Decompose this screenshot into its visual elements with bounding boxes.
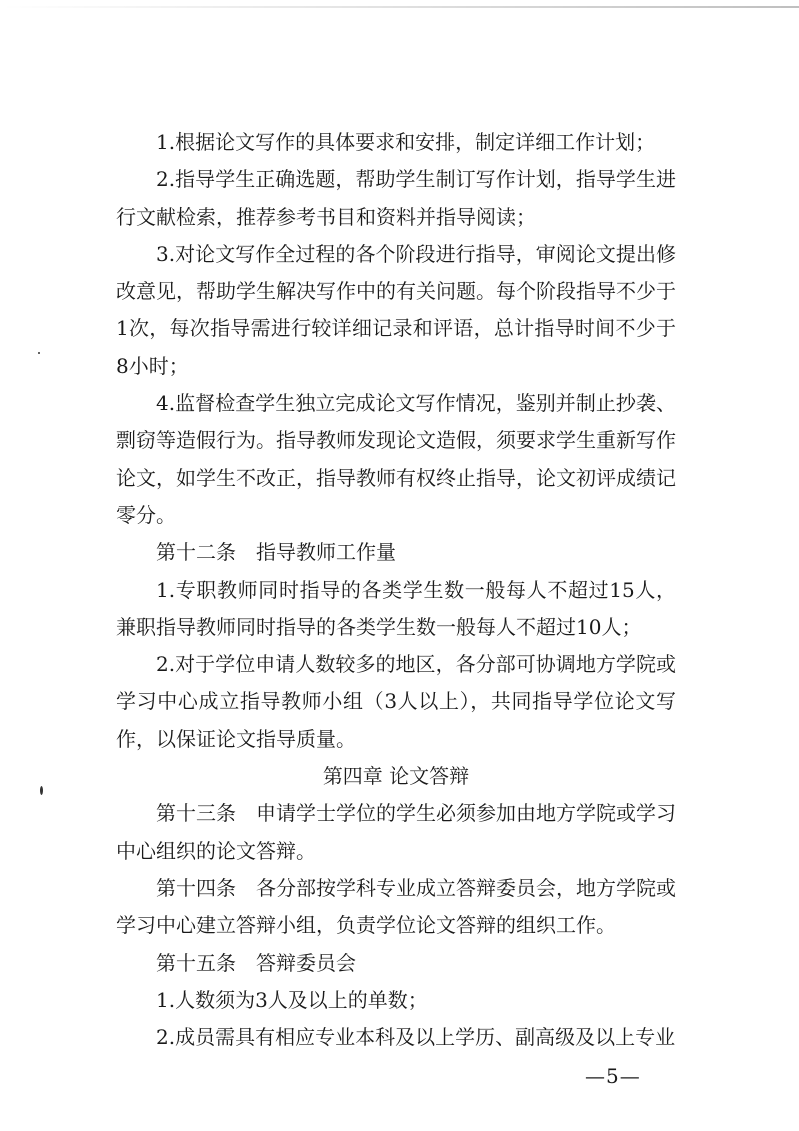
paragraph-item-1: 1.根据论文写作的具体要求和安排，制定详细工作计划； [156, 130, 656, 154]
page-number: —5— [585, 1064, 641, 1088]
scan-edge-line [0, 6, 799, 8]
paragraph-item-4: 4.监督检查学生独立完成论文写作情况，鉴别并制止抄袭、剽窃等造假行为。指导教师发现论文造假，须要求学生重新写作论文，如学生不改正，指导教师有权终止指导，论文初评成绩记零分。 [116, 391, 676, 527]
scan-speck [40, 786, 43, 795]
paragraph-committee-2: 2.成员需具有相应专业本科及以上学历、副高级及以上专业 [156, 1025, 676, 1050]
article-12-heading: 第十二条 指导教师工作量 [156, 540, 396, 565]
paragraph-committee-1: 1.人数须为3人及以上的单数； [156, 987, 428, 1012]
paragraph-item-3: 3.对论文写作全过程的各个阶段进行指导，审阅论文提出修改意见，帮助学生解决写作中的有关问题。每个阶段指导不少于1次，每次指导需进行较详细记录和评语，总计指导时间不少于8小时； [116, 241, 676, 378]
paragraph-item-2: 2.指导学生正确选题，帮助学生制订写作计划，指导学生进行文献检索，推荐参考书目和资料并指导阅读； [116, 167, 676, 229]
chapter-heading: 第四章 论文答辩 [322, 764, 470, 789]
article-13: 第十三条 申请学士学位的学生必须参加由地方学院或学习中心组织的论文答辩。 [116, 801, 676, 863]
body-text [116, 124, 676, 1056]
article-15-heading: 第十五条 答辩委员会 [156, 950, 356, 975]
scan-speck [38, 352, 40, 354]
paragraph-workload-2: 2.对于学位申请人数较多的地区，各分部可协调地方学院或学习中心成立指导教师小组（3人以上），共同指导学位论文写作，以保证论文指导质量。 [116, 652, 676, 751]
article-14: 第十四条 各分部按学科专业成立答辩委员会，地方学院或学习中心建立答辩小组，负责学位论文答辩的组织工作。 [116, 875, 676, 938]
paragraph-workload-1: 1.专职教师同时指导的各类学生数一般每人不超过15人，兼职指导教师同时指导的各类学生数一般每人不超过10人； [116, 577, 676, 639]
